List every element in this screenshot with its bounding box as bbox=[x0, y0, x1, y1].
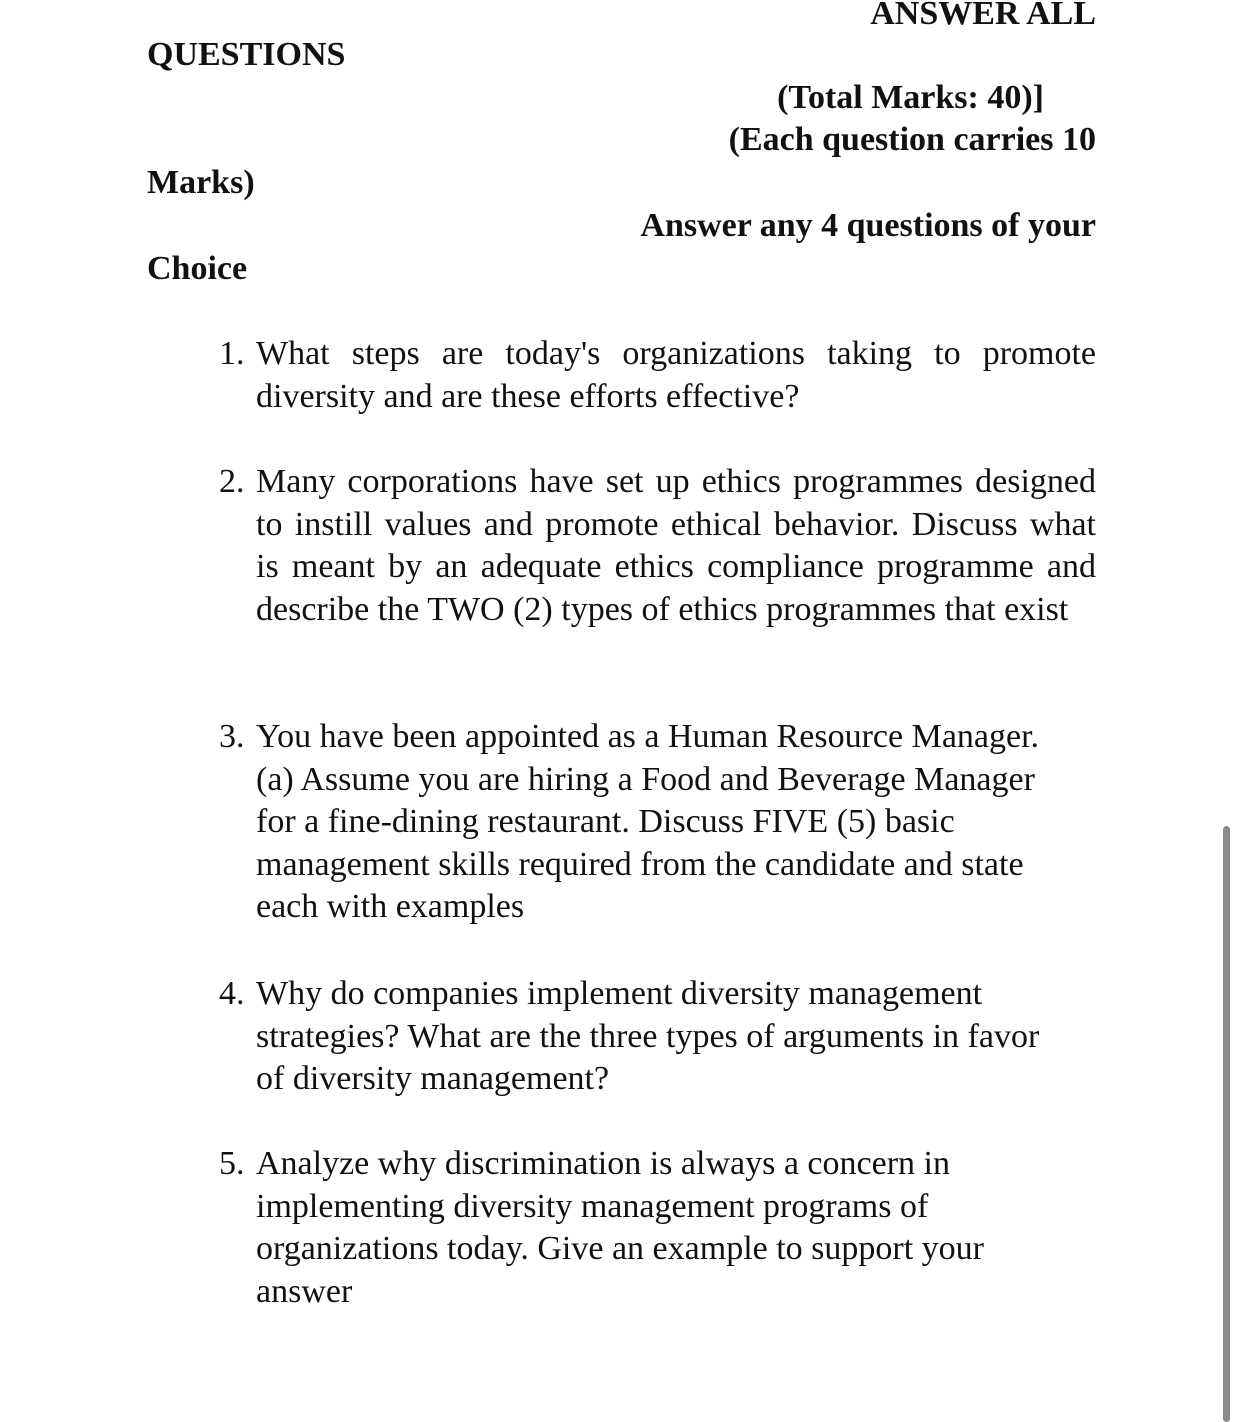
header-questions: QUESTIONS bbox=[147, 36, 346, 73]
question-text: You have been appointed as a Human Resource Manager. (a) Assume you are hiring a Food and Beverage Manager for a fine-dining restaurant. Discuss FIVE (5) basic management skills required from the candidate and state each with examples bbox=[256, 718, 1040, 926]
question-number: 2. bbox=[219, 463, 245, 500]
question-item bbox=[219, 973, 1071, 1101]
vertical-scrollbar[interactable] bbox=[1223, 826, 1230, 1422]
header-marks: Marks) bbox=[147, 164, 255, 201]
question-item bbox=[219, 716, 1071, 929]
question-number: 4. bbox=[219, 975, 245, 1012]
question-item bbox=[219, 333, 1096, 418]
question-text: Analyze why discrimination is always a concern in implementing diversity management programs of organizations today. Give an example to support your answer bbox=[256, 1145, 984, 1310]
question-number: 5. bbox=[219, 1145, 245, 1182]
question-item bbox=[219, 461, 1096, 631]
header-each-question: (Each question carries 10 bbox=[728, 121, 1096, 158]
question-text: Why do companies implement diversity management strategies? What are the three types of arguments in favor of diversity management? bbox=[256, 975, 1040, 1098]
question-item bbox=[219, 1143, 1071, 1313]
header-answer-any: Answer any 4 questions of your bbox=[640, 207, 1096, 244]
question-text: Many corporations have set up ethics programmes designed to instill values and promote ethical behavior. Discuss what is meant by an adequate ethics compliance programme and describe the TWO (2) types of ethics programmes that exist bbox=[256, 463, 1096, 628]
header-total-marks: (Total Marks: 40)] bbox=[777, 79, 1044, 116]
question-text: What steps are today's organizations taking to promote diversity and are these efforts effective? bbox=[256, 335, 1096, 415]
header-answer-all: ANSWER ALL bbox=[870, 0, 1096, 32]
question-number: 1. bbox=[219, 335, 245, 372]
question-number: 3. bbox=[219, 718, 245, 755]
header-choice: Choice bbox=[147, 250, 248, 287]
